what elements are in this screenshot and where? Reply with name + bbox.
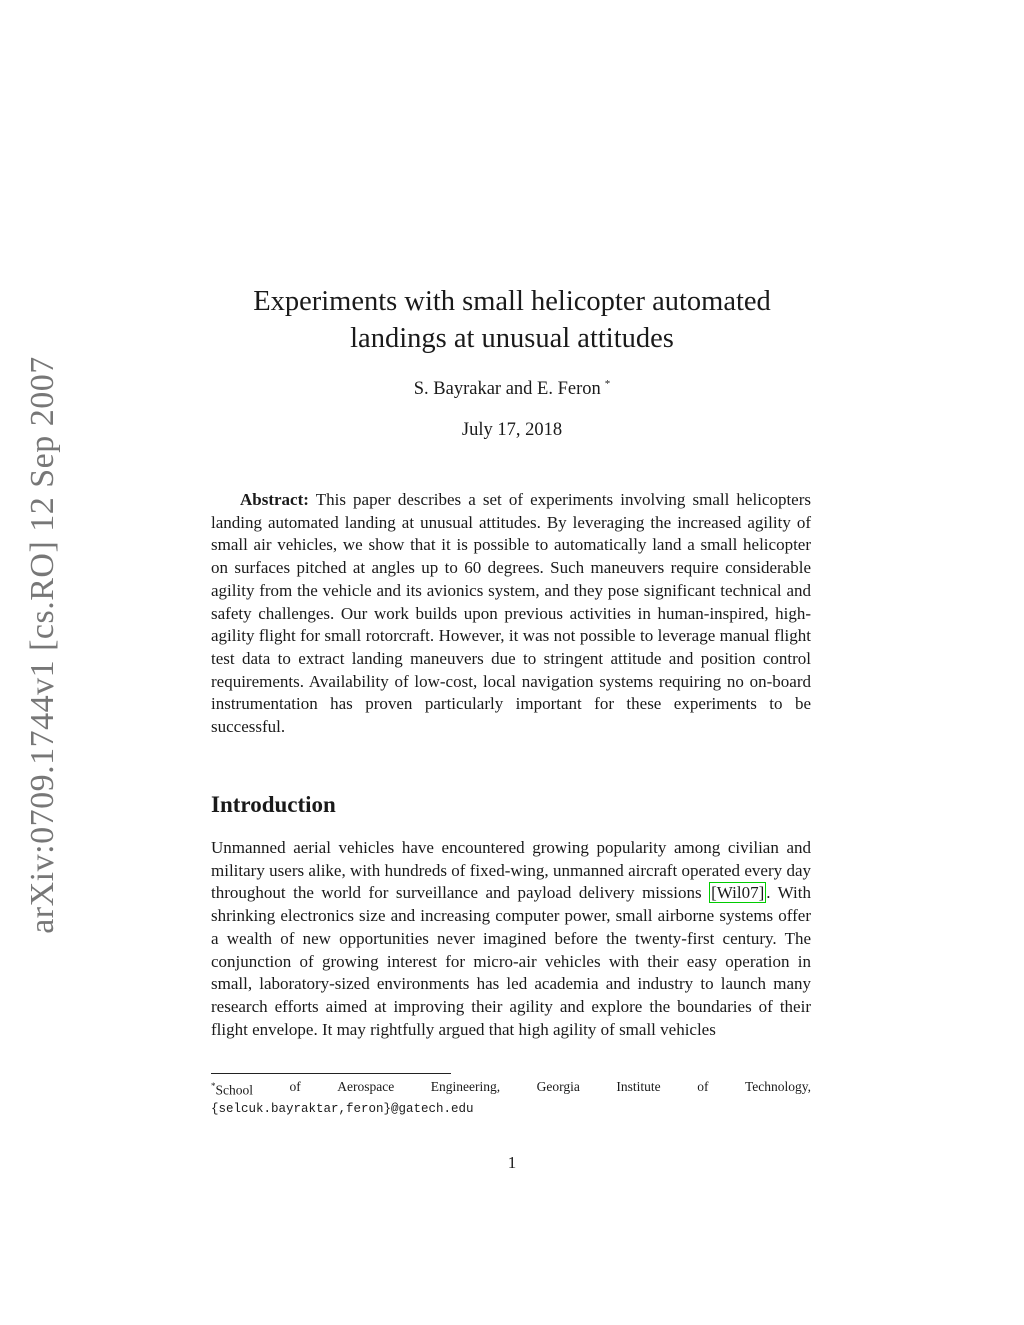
footnote-word: of bbox=[697, 1079, 709, 1094]
footnote-word: Institute bbox=[616, 1079, 661, 1094]
paper-date: July 17, 2018 bbox=[461, 420, 563, 440]
author-names: S. Bayrakar and E. Feron bbox=[413, 379, 601, 400]
footnote bbox=[211, 1077, 811, 1119]
title-line-1: Experiments with small helicopter automated bbox=[253, 286, 771, 317]
intro-text-part-2: . With shrinking electronics size and increasing computer power, small airborne systems offer a wealth of new opportunities never imagined before the twenty-first century. The conjunction of growing interest for micro-air vehicles with their easy operation in small, laboratory-sized environments has led academia and industry to launch many research efforts aimed at improving their agility and explore the boundaries of their flight envelope. It may rightfully argued that high agility of small vehicles bbox=[211, 883, 811, 1039]
footnote-word: of bbox=[289, 1079, 301, 1094]
section-heading-introduction: Introduction bbox=[211, 792, 336, 817]
author-footnote-mark: * bbox=[604, 378, 611, 390]
footnote-mark: * bbox=[211, 1081, 216, 1091]
abstract-text: This paper describes a set of experiments involving small helicopters landing automated landing at unusual attitudes. By leveraging the increased agility of small air vehicles, we show that it is possible to automatically land a small helicopter on surfaces pitched at angles up to 60 degrees. Such maneuvers require considerable agility from the vehicle and its avionics system, and they pose significant technical and safety challenges. Our work builds upon previous activities in human-inspired, high-agility flight for small rotorcraft. However, it was not possible to leverage manual flight test data to extract landing maneuvers due to stringent attitude and position control requirements. Availability of low-cost, local navigation systems requiring no on-board instrumentation has proven particularly important for these experiments to be successful. bbox=[211, 490, 812, 737]
footnote-affiliation bbox=[211, 1077, 811, 1100]
footnote-word: Engineering, bbox=[430, 1079, 501, 1094]
footnote-word: Aerospace bbox=[337, 1079, 395, 1094]
introduction-paragraph bbox=[211, 837, 811, 1041]
citation-link-wil07[interactable]: [Wil07] bbox=[711, 883, 765, 903]
footnote-word: Technology, bbox=[744, 1079, 811, 1094]
abstract-label: Abstract: bbox=[240, 490, 309, 509]
authors bbox=[0, 378, 1024, 400]
paper-title bbox=[0, 283, 1024, 357]
arxiv-identifier: arXiv:0709.1744v1 [cs.RO] 12 Sep 2007 bbox=[24, 356, 61, 934]
footnote-divider bbox=[211, 1073, 451, 1074]
footnote-word: School bbox=[215, 1082, 254, 1098]
intro-text-part-1: Unmanned aerial vehicles have encountered growing popularity among civilian and military users alike, with hundreds of fixed-wing, unmanned aircraft operated every day throughout the world for surveillance and payload delivery missions bbox=[211, 838, 811, 903]
title-line-2: landings at unusual attitudes bbox=[350, 323, 674, 354]
footnote-word: Georgia bbox=[536, 1079, 580, 1094]
abstract bbox=[211, 489, 811, 739]
footnote-email: {selcuk.bayraktar,feron}@gatech.edu bbox=[211, 1101, 474, 1116]
page-number: 1 bbox=[507, 1153, 517, 1172]
